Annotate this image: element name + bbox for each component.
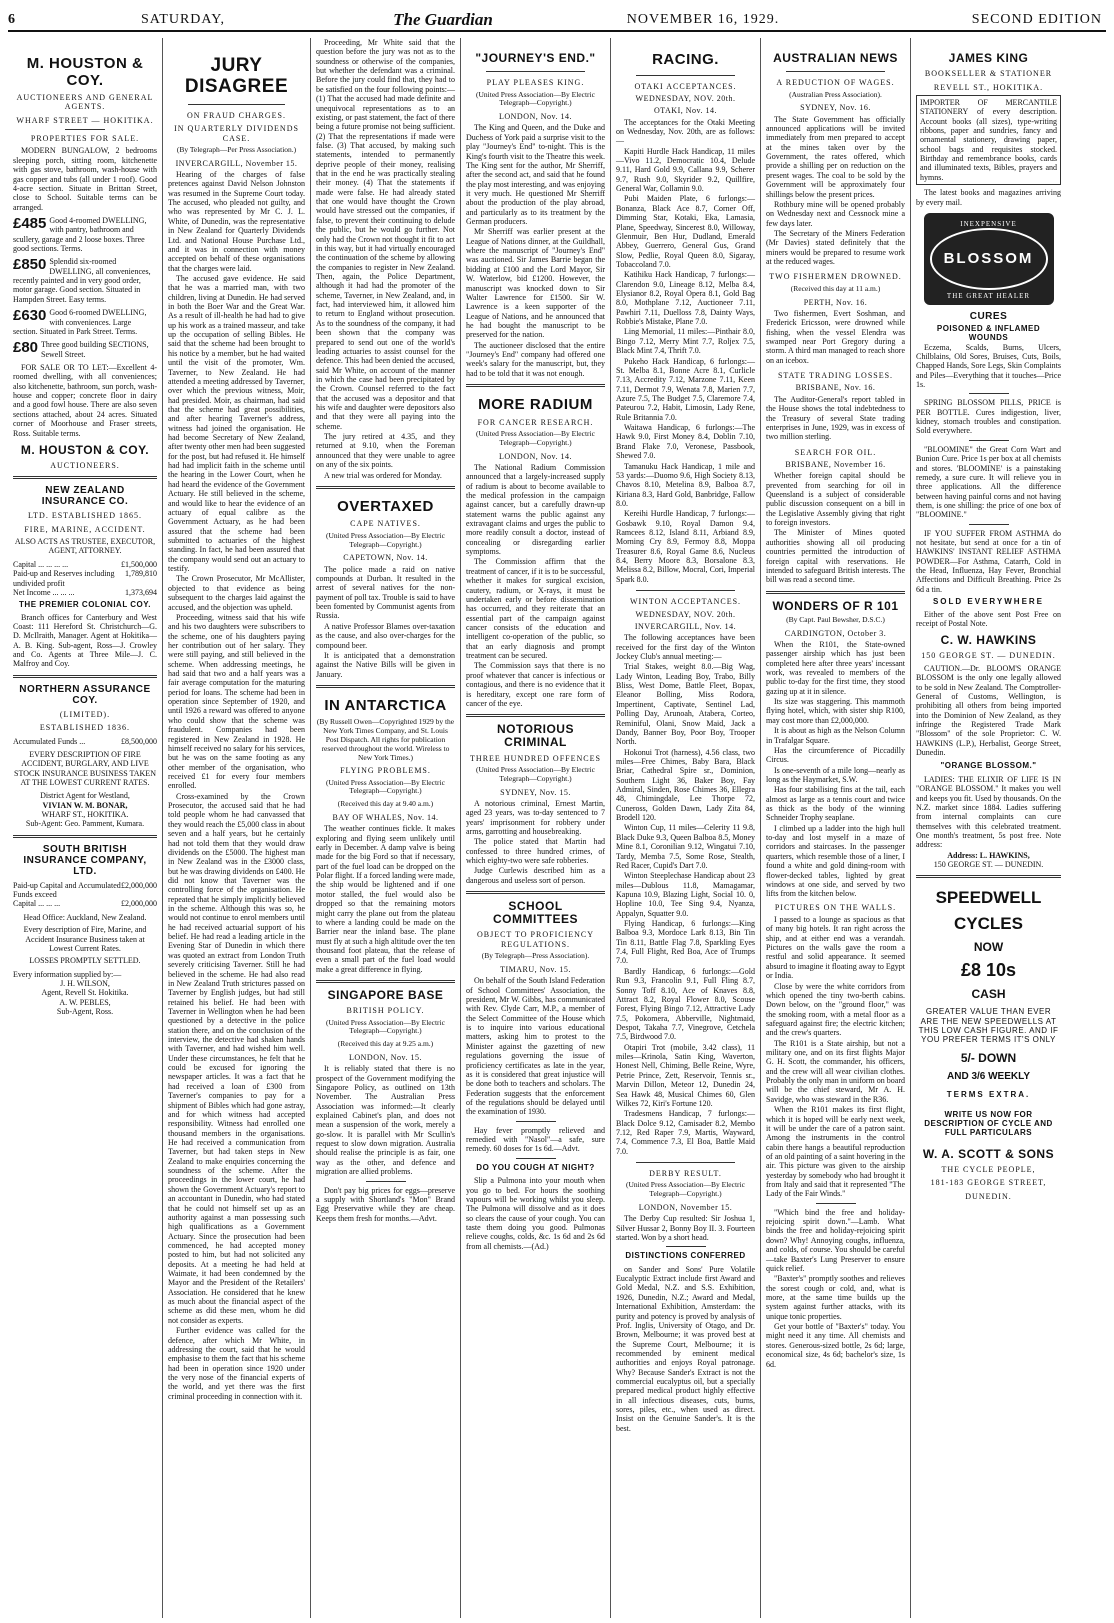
column-4 [461,38,611,1618]
racing-entry: Tradesmens Handicap, 7 furlongs:—Black Dolce 9.12, Camisader 8.2, Membo 7.12, Red Raper 7.9, Martis, Wayward, 7.4, Commence 7.3, El Boa, Battle Maid 7.0. [616,1109,755,1156]
article-dateline: CARDINGTON, October 3. [784,628,887,638]
article-subhead: PLAY PLEASES KING. [486,78,585,88]
article-paragraph: The weather continues fickle. It makes exploring and flying seem unlikely until early in December. A damp valve is being made for the big Ford so that if necessary, part of the fuel load can be dropped on the Polar flight. If a forced landing were made, the ship would be lightened and if one motor stalled, the fuel would also be dropped so that the remaining motors might carry the plane out from the plateau to where a landing could be made on the Barrier near the inland base. The plane must fly at such a high altitude over the ten thousand foot plateau, that the release of even a small part of the fuel load would make a great difference in flying. [316,824,455,974]
article-paragraph: The National Radium Commission announced that a largely-increased supply of radium is about to become available to the medical profession in the campaign against cancer, but a carefully drawn-up statement warns the public against any extravagant claims and urges the public to more readily consult a doctor, instead of concealing or disregarding earlier symptoms. [466,462,605,557]
article-paragraph: The police stated that Martin had confessed to three hundred crimes, of which eighty-two were safe robberies. [466,837,605,866]
article-headline: JURY DISAGREE [184,55,289,97]
article-paragraph: I passed to a lounge as spacious as that of many big hotels. It ran right across the ship, and at either end was a verandah. Pictures on the walls gave the room a restful and solid appearance. It seemed absurd to imagine it floating away to Egypt or India. [766,914,905,981]
ad-nzi-figures [13,560,157,597]
article-credit: (United Press Association—By Electric Telegraph—Copyright.) [626,1180,745,1199]
article-dateline: SYDNEY, Nov. 16. [800,103,871,113]
divider [13,835,157,838]
figure-label: Capital ... ... ... ... [13,559,69,569]
article-paragraph: A new trial was ordered for Monday. [324,470,442,480]
article-paragraph: Is one-seventh of a mile long—nearly as long as the Haymarket, S.W. [766,765,905,784]
property-price: £850 [13,256,47,274]
racing-entry: Pukeho Hack Handicap, 6 furlongs:—St. Melba 8.1, Bonne Acre 8.1, Curlicle 7.13, Accredity 7.12, Marzone 7.11, Keen 7.11, Dermot 7.9, Wenata 7.8, Marien 7.7, Azure 7.5, The Budget 7.5, Claremore 7.4, Pateurou 7.2, Habit, Limosin, Lady Rene, Rule Britannia 7.0. [616,356,755,422]
ad-caution-body: CAUTION.—Dr. BLOOM'S ORANGE BLOSSOM is the only one legally allowed to be sold in New Zealand. The Comptroller-General of Customs, Wellington, is prohibiting all others from being imported into the Dominion of New Zealand, as they infringe the Registered Trade Mark "Blossom" of the sole Proprietor: C. W. HAWKINS (L.P.), Herbalist, George Street, Dunedin. [916,663,1061,758]
racing-entry: Hokonui Trot (harness), 4.56 class, two miles—Free Chimes, Baby Bara, Black Briar, Cathedral Spire sr., Dominion, Southern Light 36, Baker Boy, Fay Admiral, Sinden, Rose Chimes 36, Ellegra 48, Chimingdale, Lee Thorpe 72, Cuneross, Golden Dawn, Lady Zita 84, Brodell 120. [616,747,755,823]
ad-king-title: JAMES KING [948,51,1029,65]
article-subhead: OTAKI ACCEPTANCES. [634,81,737,91]
article-paragraph: Two fishermen, Evert Soshman, and Frederick Ericsson, were drowned while fishing, when the vessel Elendra was swamped near Port Gregory during a storm. A third man managed to reach shore on an icebox. [766,308,905,365]
article-paragraph: Its size was staggering. This mammoth flying hotel, which, with sister ship R100, may cost more than £2,000,000. [766,697,905,725]
ad-southbritish-desc: Every description of Fire, Marine, and Accident Insurance Business taken at Lowest Current Rates. [23,925,147,953]
article-paragraph: Proceeding, Mr White said that the question before the jury was not as to the soundness or otherwise of the companies, but whether the defendant was a criminal. Before the jury could find that, they had to be satisfied on the four following points:—(1) That the accused had made definite and unequivocal representations as to an existing, or past statement, the fact of there being a future promise not being sufficient. (2) That the representations if made were false. (3) That accused, by making such statements, intended to permanently deprive people of their money, realising that in the end he was practically stealing their money. (4) That the statements if made were false. He had already stated that one would have thought the Crown would have stressed out the companies, if false, to prevent their continuing to delude the public, but he would go further. Not only had the Crown not thought it fit to act in this way, but it had virtually encouraged the continuation of the scheme by allowing the companies to register in New Zealand. Then, again, the Police Department, although it had had the promoter of the scheme, Taverner, in New Zealand, and, in fact, had interviewed him, it allowed him to return to England without prosecution. As to the soundness of the company, it had been shown that the company was prepared to send out one of the world's leading actuaries to assist counsel for the defence. This had been denied the accused, said Mr White, on account of the manner in which the case had been precipitated by the Crown. Counsel referred to the fact that the accused was a depositor and that his wife and daughter were depositors also and that they were all paying into the scheme. [316,38,455,431]
ad-cures-sub: POISONED & INFLAMED WOUNDS [936,323,1041,343]
ad-speedwell-cash: CASH [971,987,1006,1002]
ad-orange-title: "ORANGE BLOSSOM." [940,761,1037,771]
ad-nzi-sub: LTD. ESTABLISHED 1865. [28,511,142,521]
article-paragraph: The R101 is a State airship, but not a military one, and on its first flights Major G. H. Scott, the commander, his officers, and the crew will all wear civilian clothes. Probably the only man in uniform on board will be the chief steward, Mr A. H. Savidge, who was steward in the R36. [766,1038,905,1104]
property-price: £80 [13,339,39,357]
ad-ladies-body: LADIES: THE ELIXIR OF LIFE IS IN "ORANGE BLOSSOM." It makes you well and keeps you fit. Used by thousands. On the N.Z. market since 1884. Ladies suffering from internal complaints can cure themselves with this celebrated treatment. One month's treatment, 5s post free. Note address: [916,774,1061,850]
divider [969,524,1009,525]
column-6 [761,38,911,1618]
figure-value: £1,500,000 [121,559,157,569]
column-1 [8,38,163,1618]
masthead-paper-title: The Guardian [393,10,493,29]
article-paragraph: It is about as high as the Nelson Column in Trafalgar Square. [766,726,905,745]
racing-entry: Ling Memorial, 11 miles:—Pinthair 8.0, Bingo 7.12, Merry Mint 7.7, Roljex 7.5, Black Mint 7.4, Thrift 7.0. [616,327,755,356]
article-dateline: WEDNESDAY, NOV. 20th. [635,93,736,103]
divider [466,714,605,717]
article-dateline: INVERCARGILL, Nov. 14. [634,621,737,631]
racing-entry: Kapiti Hurdle Hack Handicap, 11 miles—Vivo 11.2, Democratic 10.4, Delude 9.11, Hard Gold 9.9, Callana 9.9, Scherer 9.7, Rush 9.0, Skyrider 9.2, Quillfire, General War, Collamin 9.0. [616,146,755,194]
divider [666,1246,706,1247]
divider [766,591,905,594]
article-paragraph: The Secretary of the Miners Federation (Mr Davies) stated definitely that the miners would be prepared to resume work at the reduced wages. [766,228,905,267]
ad-southbritish-office: Head Office: Auckland, New Zealand. [23,912,147,922]
ad-northern-agent-address: WHARF ST., HOKITIKA. [41,810,129,820]
article-headline: SINGAPORE BASE [327,988,444,1003]
racing-entry: Winton Steeplechase Handicap about 23 miles—Dublous 11.8, Mamagamar, Kapuna 10.9, Blazing Light, Social 10. 0, Hopline 10.0, Tee Sing 9.4, Nyanza, Appalyn, Squatter 9.0. [616,871,755,918]
racing-entry: Kereihi Hurdle Handicap, 7 furlongs:—Gosbawk 9.10, Royal Damon 9.4, Ramcees 8.12, Island 8.11, Arbiand 8.9, Morning Cry 8.9, Fermoy 8.8, Moppa Treasurer 8.6, Royal Game 8.6, Nucleus 8.4, Berry Moore 8.3, Borsalone 8.3, Melissa 8.2, Billow, Mocral, Cori, Imperial Spark 8.0. [616,509,755,584]
ad-king-address: REVELL ST., HOKITIKA. [933,82,1044,92]
divider [786,71,885,72]
emblem-word: BLOSSOM [943,250,1034,268]
article-dateline: BRISBANE, November 16. [785,459,886,469]
ad-northern-desc: EVERY DESCRIPTION OF FIRE ACCIDENT, BURGLARY, AND LIVE STOCK INSURANCE BUSINESS TAKEN AT THE LOWEST CURRENT RATES. [14,749,156,787]
racing-entry: The following acceptances have been received for the first day of the Winton Jockey Club's annual meeting:— [616,633,755,661]
article-headline: AUSTRALIAN NEWS [773,51,898,65]
property-text: Three good building SECTIONS, Sewell Street. [41,340,149,359]
emblem-bottom-text: THE GREAT HEALER [946,291,1031,300]
article-subhead: SEARCH FOR OIL. [794,447,877,457]
ad-northern-funds [13,737,157,746]
advertisement-text: Slip a Pulmona into your mouth when you go to bed. For hours the soothing vapours will be working whilst you sleep. The Pulmona will dissolve and as it does so clears the cause of your cough. You can taste them doing you good. Pulmonas relieve coughs, colds, &c. 1s 6d and 2s 6d from all chemists.—(Ad.) [466,1176,605,1251]
article-paragraph: Has four stabilising fins at the tail, each almost as large as a tennis court and twice as thick as the body of the winning Schneider Trophy seaplane. [766,785,905,823]
advertisement-text: on Sander and Sons' Pure Volatile Eucalyptic Extract include first Award and Gold Medal, N.Z. and S.S. Exhibition, 1926, Dunedin, N.Z.; Award and Medal, International Exhibition, Amsterdam: the purity and potency is proved by analysis of Prof. Inglis, University of Otago, and Dr. Brown, Melbourne; it was proved best at the Supreme Court, Melbourne; it is recommended by eminent medical authorities and enjoys Royal patronage. Why? Because Sander's Extract is not the commercial eucalyptus oil, but a specially prepared medical product highly effective in all infectious diseases, cuts, burns, sores, piles, etc., when used as direct. Insist on the Genuine Sander's. It is the best. [616,1264,755,1433]
ad-hawkins-title: C. W. HAWKINS [940,633,1037,648]
article-subhead: TWO FISHERMEN DROWNED. [769,272,902,282]
figure-label: Paid-up and Reserves including undivided profit [13,569,115,588]
article-dateline: CAPETOWN, Nov. 14. [343,553,428,563]
article-headline: SCHOOL COMMITTEES [493,899,578,927]
ad-hawkins-address: 150 GEORGE ST. — DUNEDIN. [921,651,1056,661]
article-credit: (United Press Association—By Electric Telegraph—Copyright.) [476,764,595,783]
ad-ladies-address: Address: L. HAWKINS, [947,850,1030,860]
article-paragraph: The Derby Cup resulted: Sir Joshua 1, Silver Hussar 2, Bonny Boy II. 3. Fourteen started. Won by a short head. [616,1214,755,1242]
divider [486,71,585,72]
ad-houston-title: M. HOUSTON & COY. [26,55,144,89]
ad-speedwell-title-2: CYCLES [954,914,1023,934]
article-paragraph: Further evidence was called for the defence, after which Mr White, in addressing the court, said that he would emphasise to them the fact that his scheme had been in operation since 1920 under the very nose of the financial experts of the world, and yet there was the first criminal proceeding in connection with it. [168,1326,305,1401]
ad-scott-city: DUNEDIN. [965,1191,1012,1201]
article-headline: "JOURNEY'S END." [475,51,596,65]
property-listing [13,216,157,253]
article-subhead: THREE HUNDRED OFFENCES [470,753,601,763]
ad-southbritish-agent-address: Agent, Revell St. Hokitika. [41,988,129,998]
article-paragraph: A native Professor Blames over-taxation as the cause, and also over-charges for the compound beer. [316,621,455,650]
divider [916,875,1061,878]
ad-northern-ltd: (LIMITED). [59,709,111,719]
article-credit: (By Capt. Paul Bewsher, D.S.C.) [786,614,885,624]
article-subhead: FOR CANCER RESEARCH. [477,417,594,427]
page-number: 6 [8,12,16,27]
article-headline: NOTORIOUS CRIMINAL [497,722,574,750]
article-paragraph: On behalf of the South Island Federation of School Committees' Association, the president, Mr W. Gibbs, has communicated with Rev. Clyde Carr, M.P., a member of the Select Committee of the House which is to inquire into various educational matters, asking him to protest to the Minister against the gazetting of new regulations governing the issue of proficiency certificates as late in the year, as it is considered that great injustice will be done both to teachers and scholars. The Federation suggests that the enforcement of the regulations should be delayed until the examination of 1930. [466,976,605,1117]
article-paragraph: The Minister of Mines quoted authorities showing all oil producing countries permitted the introduction of foreign capital with reservations. He intended to safeguard British interests. The bill was read a second time. [766,528,905,585]
article-paragraph: Cross-examined by the Crown Prosecutor, the accused said that he had told people whom he had canvassed that they would reach the £5,000 class in about seven and a half years, but he certainly had not told them that they would draw dividends on the £5000. The highest man in New Zealand was in the £3000 class, but he was drawing dividends on £400. He did not know that Taverner was the controlling force of the organisation. He repeated that he simply implicitly believed in the scheme. Although this was so, he would not continue to enrol members until he had received actuarial support of his belief. He had read a leading article in the Evening Star of Dunedin in which there was quoted an extract from London Truth severely criticising Taverner. Still he had believed in the scheme. He had also read in New Zealand Truth strictures passed on Taverner by English judges, but had still retained his belief. He had been with Taverner in Wellington when he had been questioned by a detective in the police station there, and on the conclusion of the interview, the detective had shaken hands with Taverner, and had wished him well. Under these circumstances, he felt that he could be excused for ignoring the newspaper articles. It was a fact that he had received a loan of £300 from Taverner's companies to pay for a shipment of Bibles which had gone astray, and for which witness had accepted responsibility. Witness had enrolled one thousand members in the organisations. He had received a communication from Taverner, but had taken steps in New Zealand to make enquiries concerning the soundness of the scheme. After the proceedings in the lower court, he had shown the Government Actuary's report to an accountant in Dunedin, who had stated that he could not himself set up as an authority against a man possessing such high qualifications as a Government Actuary. Since the prosecution had been commenced, he had accepted money posted to him, but had not solicited any deposits. At a meeting he had held at Waimate, it had been condemned by the Mayor and the President of the Retailers' Association. He considered that he knew as much about the financial aspect of the scheme as did these men, whom he did not consider as experts. [168,791,305,1325]
article-credit: (United Press Association—By Electric Telegraph—Copyright.) [326,530,445,549]
column-3 [311,38,461,1618]
ad-northern-title: NORTHERN ASSURANCE COY. [19,683,151,706]
article-dateline: BRISBANE, Nov. 16. [795,383,876,393]
article-paragraph: A notorious criminal, Ernest Martin, aged 23 years, was to-day sentenced to 7 years' imprisonment for robbery under arms, garrotting and housebreaking. [466,798,605,836]
ad-scott-address: 181-183 GEORGE STREET, [930,1178,1047,1188]
racing-entry: Pubi Maiden Plate, 6 furlongs:—Bonanza, Black Ace 8.7, Corner Off, Dimming Star, Kotaki, Eka, Lamasia, Plane, Speedway, Sincerest 8.0, Willoway, Glenmuir, Ben Hur, Dudland, Emerald Abbey, Guerrero, General Gus, Grand Slow, Pedlie, Royal Queen 8.0, Sigaray, Tobaccoland 7.0. [616,194,755,269]
article-subhead: IN QUARTERLY DIVIDENDS CASE. [174,124,299,143]
racing-entry: Bardly Handicap, 6 furlongs:—Gold Run 9.3, Francolin 9.1, Full Fling 8.7, Sonny Toff 8.10, Ace of Knaves 8.8, Attract 8.2, Royal Flower 8.0, Scouse Forest, Flying Bingo 7.12, Attractive Lady 7.5, Pokomera, Abberville, Nightmaid, Despot, Takaha 7.7, Vinegrove, Cetchela 7.5, Birdwood 7.0. [616,966,755,1042]
article-dateline: INVERCARGILL, November 15. [175,158,298,168]
ad-southbritish-title: SOUTH BRITISH INSURANCE COMPANY, LTD. [23,843,147,877]
article-subhead: PICTURES ON THE WALLS. [774,902,897,912]
article-paragraph: Whether foreign capital should be prevented from searching for oil in Queensland is a subject of considerable public discussion consequent on a bill in the Legislative Assembly giving that right to foreign investors. [766,471,905,528]
article-paragraph: I climbed up a ladder into the high hull to-day and lost myself in a maze of corridors and staircases. In the passenger quarters, which resemble those of a liner, I found a white and gold dining-room with flower-decked tables, lighted by great windows at one side, and served by two lifts from the kitchen below. [766,823,905,899]
ad-speedwell-body: GREATER VALUE THAN EVER ARE THE NEW SPEEDWELLS AT THIS LOW CASH FIGURE. AND IF YOU PREFER TERMS IT'S ONLY [918,1007,1059,1045]
divider [316,980,455,983]
ad-speedwell-down: 5/- DOWN [960,1050,1017,1065]
racing-entry: Winton Cup, 11 miles—Celerity 11 9.8, Black Duke 9.3, Queen Balboa 8.5, Money Mine 8.1, Coronilian 9.12, Wingatui 7.10, Tardy, Memba 7.5, Some Rose, Stealth, Red Racer, Cupid's Dart 7.0. [616,823,755,870]
divider [466,891,605,894]
properties-heading: PROPERTIES FOR SALE. [30,134,140,144]
ad-king-body: The latest books and magazines arriving by every mail. [916,188,1061,207]
article-credit: (United Press Association—By Electric Telegraph—Copyright.) [326,1017,445,1036]
ad-speedwell-title: SPEEDWELL [935,888,1042,908]
article-paragraph: The jury retired at 4.35, and they returned at 9.10, when the Foreman announced that they were unable to agree on any of the six points. [316,432,455,470]
ad-southbritish-capital [13,899,157,908]
column-2 [163,38,311,1618]
divider [636,75,735,76]
ad-northern-est: ESTABLISHED 1836. [39,723,131,733]
article-paragraph: The State Government has officially announced applications will be invited immediately from men prepared to accept at the mines taken over by the Government, the rates offered, which provide a shilling per on reduction on the present wages. The coal to be sold by the Government will be approximately four shillings below the present prices. [766,114,905,199]
figure-value: £2,000,000 [121,880,157,890]
ad-southbritish-agent: J. H. WILSON, [60,978,110,988]
property-listing [13,257,157,304]
ad-houston-footer: M. HOUSTON & COY. [20,442,150,457]
article-headline: OVERTAXED [337,497,434,515]
divider [65,129,105,130]
ad-asthma-body: IF YOU SUFFER FROM ASTHMA do not hesitate, but send at once for a tin of HAWKINS' INSTANT RELIEF ASTHMA POWDER—For Asthma, Catarrh, Cold in the Head, Influenza, Hay Fever, Bronchial Affections and Difficult Breathing. Price 2s 6d a tin. [916,528,1061,594]
article-dateline: LONDON, Nov. 14. [498,451,573,461]
figure-label: Paid-up Capital and Accumulated Funds exceed [13,880,121,900]
article-paragraph: The accused gave evidence. He said that he was a married man, with two children, living at Dunedin. He had served in both the Boer War and the Great War. As a result of ill-health he had had to give up his work as a trained masseur, and take up the occupation of selling Bibles. He said that the scheme had been brought to his notice by a member, but he had waited until the visit of the promoter, Wm. Taverner, to New Zealand. He had attended a meeting addressed by Taverner, over which the previous witness, Moir, had presided. Moir, as chairman, had said that the scheme had great possibilities, and after hearing Taverner's address, witness had joined the organisation. He had become Secretary of New Zealand, after twenty other men had been suggested for the post, but had refused it. He himself had had implicit faith in the scheme until the hearing in the Lower Court, when he had heard the evidence of the Government Actuary. He still believed in the scheme, and would like to hear the evidence of an actuary of equal calibre as the Government Actuary, as he had been assured that the scheme had been submitted to actuaries of the highest standing. In fact, he had been assured that the company would send out an actuary to testify. [168,273,305,574]
ad-nzi-colony: THE PREMIER COLONIAL COY. [19,600,151,610]
ad-southbritish-paid [13,881,157,900]
ad-speedwell-terms: TERMS EXTRA. [946,1090,1031,1100]
article-paragraph: The police made a raid on native compounds at Durban. It resulted in the arrest of several natives for the non-payment of poll tax. Trouble is said to have been fomented by Communist agents from Russia. [316,564,455,621]
ad-nzi-branch: Branch offices for Canterbury and West Coast: 111 Hereford St. Christchurch—G. D. McIlraith, Manager. Agent at Hokitika—A. B. King. Sub-agent, Ross—J. Crowley and Co. Agents at Three Mile—J. C. Malfroy and Coy. [13,612,157,669]
divider [636,590,735,591]
ad-southbritish-losses: LOSSES PROMPTLY SETTLED. [29,956,141,966]
figure-value: £8,500,000 [121,736,157,746]
ad-southbritish-subagent: A. W. PEBLES, [59,997,111,1007]
advertisement-text: "Baxter's" promptly soothes and relieves the sorest cough or cold, and, what is more, at the same time builds up the system against further attacks, with its unique tonic properties. [766,1274,905,1321]
masthead-edition: SECOND EDITION [971,12,1102,27]
article-paragraph: Hearing of the charges of false pretences against David Nelson Johnston was resumed in the Supreme Court today. The accused, who pleaded not guilty, and who was represented by Mr C. J. L. White, of Dunedin, was the representative in New Zealand for Quarterly Dividends Ltd. and National House Purchase Ltd., and it was in connection with money accepted on behalf of these organisations that the charges were laid. [168,169,305,273]
ad-ladies-address-2: 150 GEORGE ST. — DUNEDIN. [933,860,1044,870]
article-credit: (United Press Association—By Electric Telegraph—Copyright.) [326,777,445,796]
article-credit: (By Telegraph—Press Association). [481,951,590,961]
property-listing [13,340,157,359]
ad-scott-title: W. A. SCOTT & SONS [922,1146,1055,1161]
article-paragraph: Has the circumference of Piccadilly Circus. [766,745,905,765]
ad-king-sub: BOOKSELLER & STATIONER [924,69,1053,79]
figure-value: 1,789,810 [125,569,157,579]
divider [969,393,1009,394]
article-received: (Received this day at 9.25 a.m.) [337,1039,434,1049]
figure-label: Net Income ... ... ... [13,587,75,597]
article-credit: (By Russell Owen—Copyrighted 1929 by the New York Times Company, and St. Louis Post Dispatch. All rights for publication reserved throughout the world. Wireless to New York Times.) [316,717,455,762]
article-subhead: WINTON ACCEPTANCES. [629,597,742,607]
article-paragraph: Judge Curlewis described him as a dangerous and useless sort of person. [466,866,605,885]
ad-southbritish-subagent-address: Sub-Agent, Ross. [56,1007,114,1017]
racing-entry: Otapiri Trot (mobile, 3.42 class), 11 miles—Krinola, Satin King, Waverton, Honest Nell, Chiming, Belle Reine, Wyre, Petrie Prince, Zett, Reservoir, Tennis sr., Marvin Dillon, Meteor 12, Dunedin 24, Sea Hawk 48, Musical Chimes 60, Glen Wilkes 72, Kiri's Fortune 120. [616,1042,755,1108]
blossom-emblem-logo [924,213,1054,305]
ad-either-body: Either of the above sent Post Free on receipt of Postal Note. [916,609,1061,628]
ad-speedwell-write: WRITE US NOW FOR DESCRIPTION OF CYCLE AND FULL PARTICULARS [924,1109,1053,1138]
property-listing: FOR SALE OR TO LET:—Excellent 4-roomed dwelling, with all conveniences; also kitchenette, bathroom, sun porch, wash-house and copper; concrete floor in dairy and a good fowl house. There are also seven sections attached, about 24 acres. Situated corner of Moorhouse and Fraser streets, Ross. Suitable terms. [13,362,157,438]
article-credit: (United Press Association—By Electric Telegraph—Copyright.) [476,89,595,108]
article-paragraph: Close by were the white corridors from which opened the tiny two-berth cabins. Down below, on the "ground floor," was the smoking room, with a metal floor as a safeguard against fire; the electric kitchen; and the crew's quarters. [766,981,905,1038]
ad-cures-title: CURES [969,310,1008,322]
divider [636,1162,735,1163]
article-subhead: BRITISH POLICY. [346,1006,425,1016]
article-subhead: A REDUCTION OF WAGES. [776,78,895,88]
ad-houston-footer-sub: AUCTIONEERS. [50,461,120,471]
advertisement-headline: DO YOU COUGH AT NIGHT? [476,1162,595,1172]
article-dateline: TIMARU, Nov. 15. [500,964,571,974]
article-headline: WONDERS OF R 101 [772,598,899,613]
article-received: (Received this day at 9.40 a.m.) [337,799,434,809]
racing-entry: The acceptances for the Otaki Meeting on Wednesday, Nov. 20th, are as follows:— [616,117,755,146]
divider [516,1158,556,1159]
article-paragraph: When the R101, the State-owned passenger airship which has just been completed here after three years' incessant work, was revealed to members of the public to-day for the first time, they stood gazing up at it in silence. [766,639,905,696]
divider [188,104,285,105]
ad-houston-sub: AUCTIONEERS AND GENERAL AGENTS. [16,93,154,112]
article-subhead: FLYING PROBLEMS. [340,766,431,776]
article-headline: RACING. [652,51,719,68]
emblem-top-text: INEXPENSIVE [960,219,1017,228]
figure-value: 1,373,694 [125,587,157,597]
advertisement-headline: DISTINCTIONS CONFERRED [625,1251,746,1261]
property-text: Splendid six-roomed DWELLING, all conveniences, recently painted and in very good order, motor garage. Good section. Situated in Hampden Street. Easy terms. [13,257,151,304]
divider [13,476,157,479]
article-dateline: WEDNESDAY, NOV. 20th. [635,609,736,619]
emblem-ring [930,228,1048,290]
ad-northern-agent: District Agent for Westland, [40,791,130,801]
article-paragraph: The Commission affirm that the treatment of cancer, if it is to be successful, whether it makes for surgical excision, cautery, radium, or X-rays, it must be undertaken early or before dissemination has occurred, and they reiterate that an essential part of the campaign against cancer consists of the education and intelligent co-operation of the public, so that an early diagnosis and prompt treatment can be secured. [466,557,605,661]
article-dateline: OTAKI, Nov. 14. [654,106,717,116]
article-subhead: CAPE NATIVES. [350,519,421,529]
divider [816,1203,856,1204]
property-price: £630 [13,307,47,325]
ad-scott-sub: THE CYCLE PEOPLE, [941,1165,1036,1175]
ad-northern-subagent: Sub-Agent: Geo. Pamment, Kumara. [25,819,145,829]
advertisement-text: Get your bottle of "Baxter's" today. You might need it any time. All chemists and stores. Generous-sized bottle, 2s 6d; large, economical size, 4s 6d; bachelor's size, 1s 6d. [766,1322,905,1369]
advertisement-text: Don't pay big prices for eggs—preserve a supply with Shortland's "Mon" Brand Egg Preservative while they are cheap. Keeps them fresh for months.—Advt. [316,1185,455,1223]
divider [969,440,1009,441]
article-paragraph: Mr Sherriff was earlier present at the League of Nations dinner, at the Guildhall, where the manuscript of "Journey's End" was auctioned. Sir James Barrie began the bidding at £100 and the Lord Mayor, Sir W. Waterlow, bid £1200. However, the manuscript was knocked down to Sir Walter Lawrence for £1500. Sir W. Lawrence is a keen supporter of the League of Nations, and he announced that he had bought the manuscript to be preserved for the nation. [466,227,605,340]
article-dateline: BAY OF WHALES, Nov. 14. [332,812,439,822]
ad-bloomine-body: "BLOOMINE" the Great Corn Wart and Bunion Cure. Price 1s per box at all chemists and stores. 'BLOOMINE' is a painstaking remedy, a sure cure. It will relieve you in three applications. All the difference between having painful corns and not having them, is one shilling: the price of one box of "BLOOMINE." [916,444,1061,520]
divider [316,685,455,688]
property-price: £485 [13,214,47,232]
article-paragraph: The Crown Prosecutor, Mr McAllister, objected to that evidence as being subsequent to the charges laid against the accused, and the objection was upheld. [168,574,305,612]
ad-southbritish-info: Every information supplied by:— [13,969,122,979]
racing-entry: Katihiku Hack Handicap, 7 furlongs:—Clarendon 9.0, Lineage 8.12, Melba 8.4, Elysianor 8.2, Royal Opera 8.1, Gold Bag 8.0, Mothplane 7.12, Auctioneer 7.11, Pawhiri 7.11, Duelloss 7.8, Dainty Ways, Robbie's Mistake, Plane 7.0. [616,270,755,327]
page-columns [8,38,1106,1618]
article-received: (Received this day at 11 a.m.) [790,283,881,293]
masthead-day: SATURDAY, [140,12,226,27]
racing-entry: Trial Stakes, weight 8.0.—Big Wag, Lady Winton, Leading Boy, Trabo, Billy Bliss, West Dome, Battle Fleet, Bopax, Eleanor Bolling, Miss Rodora, Impertinent, Captivate, Sentinel Lad, Polling Day, Arunoah, Atabera, Corteo, Reminiful, Olani, Snow Maid, Jack a Dandy, Banner Boy, Poor Boy, Trooper North. [616,662,755,747]
article-credit: (United Press Association—By Electric Telegraph—Copyright.) [476,429,595,447]
divider [516,1121,556,1122]
ad-nzi-title: NEW ZEALAND INSURANCE CO. [41,485,129,508]
racing-entry: Tamanuku Hack Handicap, 1 mile and 53 yards:—Duomo 9.6, High Society 8.13, Chavos 8.10, Metelina 8.9, Balboa 8.7, Kiriana 8.3, Hard Gold, Banbridge, Fallow 8.0. [616,461,755,508]
article-dateline: LONDON, Nov. 15. [348,1052,423,1062]
article-paragraph: The Auditor-General's report tabled in the House shows the total indebtedness to the Treasury of several State trading enterprises in June, 1929, was in excess of two million sterling. [766,394,905,442]
article-subhead: STATE TRADING LOSSES. [777,371,894,381]
divider [13,675,157,678]
ad-pills-body: SPRING BLOSSOM PILLS, PRICE is PER BOTTLE. Cures indigestion, liver, kidney, stomach troubles and constipation. Sold everywhere. [916,398,1061,436]
article-dateline: SYDNEY, Nov. 15. [500,787,571,797]
racing-entry: Waitawa Handicap, 6 furlongs:—The Hawk 9.0, First Money 8.4, Doblin 7.10, Brand Flake 7.0, Veronese, Passbook, Shewed 7.0. [616,423,755,461]
article-paragraph: The King and Queen, and the Duke and Duchess of York paid a surprise visit to the play "Journey's End" to-night. This is the King's fourth visit to the Theatre this week. The King sent for the author, Mr Sherriff, after the second act, and said that he found the play most interesting, and was enjoying it very much. He questioned Mr Sherriff about the production of the play abroad, and particularly as to its treatment by the German producers. [466,123,605,227]
article-paragraph: It is reliably stated that there is no prospect of the Government modifying the Singapore Policy, as outlined on 13th November. The Australian Press Association was informed:—It clearly explained Cabinet's plan, and does not mean a suspension of the work, merely a go-slow. It is parallel with Mr Scullin's request to slow down migration. Australia should realise the principle is as fair, one way as the other, and defence and migration are allied problems. [316,1064,455,1177]
article-subhead: DERBY RESULT. [649,1169,722,1179]
article-subhead: OBJECT TO PROFICIENCY REGULATIONS. [476,930,595,949]
article-credit: (By Telegraph—Per Press Association.) [176,144,297,154]
article-paragraph: It is anticipated that a demonstration against the Native Bills will be given in January. [316,650,455,679]
article-dateline: LONDON, November 15. [638,1202,733,1212]
property-text: Good 6-roomed DWELLING, with conveniences. Large section. Situated in Park Street. Terms. [13,308,147,336]
article-paragraph: The Commission says that there is no proof whatever that cancer is infectious or contagious, and there is no evidence that it is hereditary, except one rare form of cancer of the eye. [466,661,605,708]
article-credit: (Australian Press Association). [789,89,882,99]
racing-entry: Flying Handicap, 6 furlongs:—King Balboa 9.3, Mordoce Lark 8.13, Bin Tin Tin 8.11, Battle Flag 7.8, Sparkling Eyes 7.4, Full Flight, Red Boa, Ace of Trumps 7.0. [616,919,755,966]
ad-speedwell-now: NOW [973,940,1004,955]
article-headline: IN ANTARCTICA [324,696,447,714]
masthead [8,10,1106,32]
divider [466,384,605,387]
column-7 [911,38,1066,1618]
article-dateline: PERTH, Nov. 16. [803,297,868,307]
property-listing [13,308,157,336]
divider [316,486,455,489]
article-paragraph: Rothbury mine will be opened probably on Wednesday next and Cessnock mine a few days later. [766,199,905,228]
article-subhead: ON FRAUD CHARGES. [186,110,286,120]
property-listing: MODERN BUNGALOW, 2 bedrooms sleeping porch, sitting room, kitchenette with gas stove, bathroom, wash-house with gas copper and tubs (all under 1 roof). Good 4-acre section. Situate in Brittan Street, close to School. Suitable terms can be arranged. [13,146,157,212]
article-paragraph: The auctioneer disclosed that the entire "Journey's End" company had offered one week's salary for the manuscript, but, they had to be told that it was not enough. [466,340,605,378]
article-dateline: LONDON, Nov. 14. [498,112,573,122]
article-headline: MORE RADIUM [478,396,593,414]
ad-nzi-lines: FIRE, MARINE, ACCIDENT. [24,524,146,534]
article-paragraph: Proceeding, witness said that his wife and his two daughters were subscribers to the scheme, one of his daughters paying her contribution out of her salary. They were still paying, and still believed in the scheme. When addressing meetings, he had said that two and a half years was a fair average computation for the maturing period for loans. The scheme had been in operation since September of 1920, and until 1926 a reward was offered to anyone who could show that the scheme was fraudulent. Companies had been registered in New Zealand in 1928. He himself received no salary for his services, but he was on the same footing as any other member of the organisation, who received £1 for every four members enrolled. [168,612,305,791]
advertisement-text: Hay fever promptly relieved and remedied with "Nasol"—a safe, sure remedy. 60 doses for 1s 6d.—Advt. [466,1125,605,1154]
masthead-date: NOVEMBER 16, 1929. [626,12,780,27]
figure-label: Capital ... ... ... [13,899,61,909]
ad-northern-agent-name: VIVIAN W. M. BONAR, [42,800,128,810]
ad-nzi-also: ALSO ACTS AS TRUSTEE, EXECUTOR, AGENT, ATTORNEY. [14,537,156,556]
article-paragraph: When the R101 makes its first flight, which it is hoped will be early next week, it will be under the care of a patron saint. Among the instruments in the control cabin there hangs a beautiful reproduction of an old painting of a saint hovering in the air. This picture was given to the airship yesterday by somebody who had brought it from Italy and said that it represented "The Lady of the Fair Winds." [766,1105,905,1199]
ad-king-body: IMPORTER OF MERCANTILE STATIONERY of every description. Account books (all sizes), type-writing ribbons, paper and sundries, fancy and ornamental stationery, drawing paper, school bags and requisites stocked. Birthday and remembrance books, cards and illuminated texts, Bibles, prayers and hymns. [916,95,1061,185]
ad-cures-body: Eczema, Scalds, Burns, Ulcers, Chilblains, Old Sores, Bruises, Cuts, Boils, Chapped Hands, Sore Legs, Skin Complaints and Piles—Everything that it touches—Price 1s. [916,342,1061,390]
property-text: Good 4-roomed DWELLING, with pantry, bathroom and scullery, garage and 2 loose boxes. Three good sections. Terms. [13,215,147,254]
ad-houston-address: WHARF STREET — HOKITIKA. [16,115,154,125]
figure-label: Accumulated Funds ... [13,736,86,746]
ad-speedwell-price: £8 10s [960,960,1017,981]
advertisement-text: "Which bind the free and holiday-rejoicing spirit down."—Lamb. What binds the free and holiday-rejoicing spirit down? Why! Annoying coughs, influenza, and colds, of course. You should be careful—take Baxter's Lung Preserver to ensure quick relief. [766,1207,905,1273]
ad-speedwell-weekly: AND 3/6 WEEKLY [947,1070,1030,1082]
figure-value: £2,000,000 [121,899,157,909]
divider [366,1181,406,1182]
ad-sold-everywhere: SOLD EVERYWHERE [932,597,1045,607]
column-5 [611,38,761,1618]
